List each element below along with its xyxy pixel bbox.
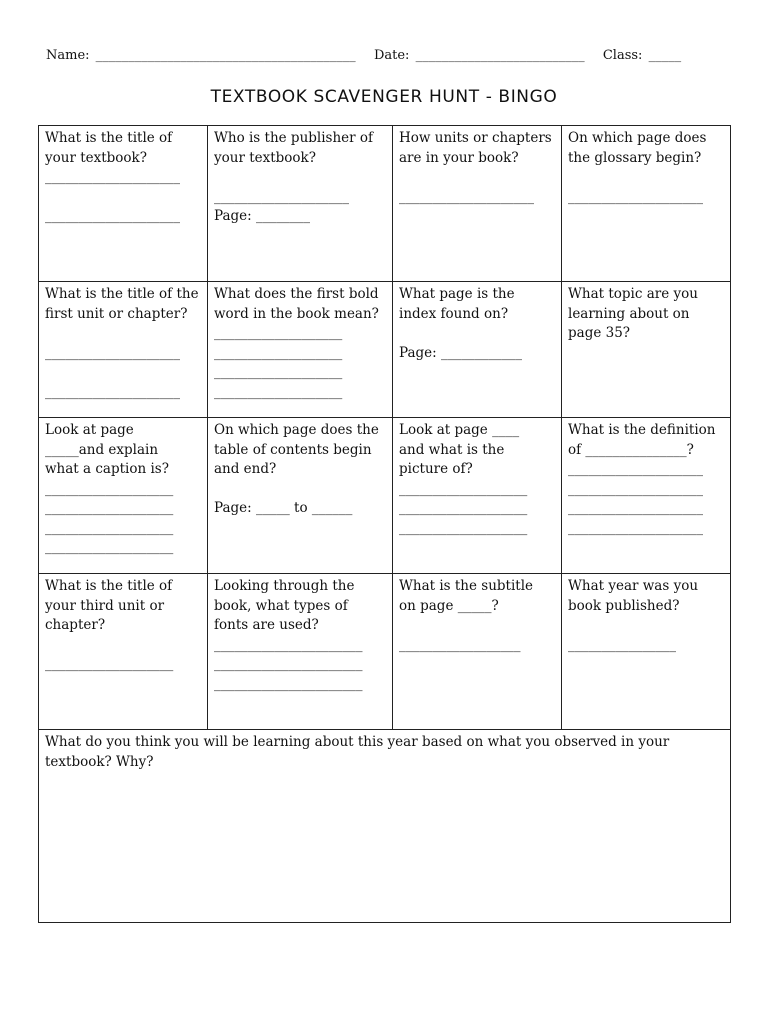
answer-blank[interactable]: ___________________ [399, 500, 528, 516]
answer-blank[interactable]: ____________________ [45, 169, 180, 185]
bingo-cell[interactable] [562, 282, 731, 418]
bingo-cell[interactable] [562, 126, 731, 282]
cell-text: index found on? [399, 305, 509, 322]
cell-text: your textbook? [45, 149, 147, 166]
cell-text: what a caption is? [45, 461, 169, 477]
cell-text: of _______________? [568, 441, 694, 458]
bingo-cell[interactable] [39, 574, 208, 730]
name-field[interactable]: ________________________________________ [95, 48, 356, 63]
cell-text: first unit or chapter? [45, 305, 188, 322]
cell-text: Look at page ____ [399, 422, 520, 438]
cell-text: What does the first bold [214, 286, 379, 302]
answer-blank[interactable]: ____________________ [45, 208, 180, 224]
answer-blank[interactable]: ____________________ [568, 500, 703, 516]
bingo-row [39, 126, 731, 282]
cell-text: picture of? [399, 461, 473, 477]
cell-text: What is the subtitle [399, 578, 534, 594]
cell-text: Look at page [45, 422, 134, 438]
bingo-cell[interactable] [208, 574, 393, 730]
cell-spacer [45, 363, 203, 383]
bingo-cell[interactable] [208, 126, 393, 282]
bingo-row [39, 418, 731, 574]
date-field[interactable]: __________________________ [415, 48, 585, 63]
final-question-cell[interactable] [39, 730, 731, 923]
cell-text: your textbook? [214, 149, 316, 166]
cell-text: your third unit or [45, 597, 165, 614]
answer-blank[interactable]: ____________________ [568, 461, 703, 477]
date-label: Date: [373, 48, 410, 63]
cell-spacer [45, 324, 203, 344]
bingo-cell[interactable] [562, 418, 731, 574]
bingo-row [39, 574, 731, 730]
cell-spacer [399, 324, 557, 344]
answer-blank[interactable]: __________________ [399, 636, 521, 653]
cell-text: Page: ____________ [399, 344, 522, 361]
cell-spacer [45, 636, 203, 656]
answer-blank[interactable]: ___________________ [45, 539, 174, 555]
answer-blank[interactable]: ____________________ [568, 519, 703, 536]
bingo-cell[interactable] [39, 126, 208, 282]
class-field[interactable]: _____ [648, 48, 682, 63]
answer-blank[interactable]: ___________________ [45, 519, 174, 536]
cell-text: word in the book mean? [214, 305, 379, 322]
cell-spacer [568, 616, 726, 636]
cell-text: book published? [568, 597, 680, 614]
cell-text: On which page does [568, 130, 707, 146]
answer-blank[interactable]: ___________________ [399, 519, 528, 536]
cell-text: What topic are you [568, 286, 698, 302]
cell-text: What is the title of [45, 130, 173, 146]
bingo-cell[interactable] [393, 574, 562, 730]
answer-blank[interactable]: ___________________ [399, 480, 528, 497]
cell-text: are in your book? [399, 149, 519, 166]
cell-text: What year was you [568, 578, 699, 594]
cell-text: What page is the [399, 286, 515, 302]
cell-spacer [399, 168, 557, 188]
bingo-cell[interactable] [393, 418, 562, 574]
cell-text: book, what types of [214, 597, 348, 614]
bingo-cell[interactable] [393, 282, 562, 418]
cell-spacer [45, 188, 203, 208]
bingo-grid [38, 125, 731, 923]
answer-blank[interactable]: ____________________ [568, 188, 703, 205]
cell-text: What is the definition [568, 422, 716, 438]
bingo-cell[interactable] [208, 418, 393, 574]
answer-blank[interactable]: ____________________ [45, 344, 180, 361]
cell-spacer [568, 168, 726, 188]
final-question-text: What do you think you will be learning about this year based on what you observed in your textbook? Why? [45, 734, 670, 770]
cell-text: What is the title of the [45, 286, 199, 302]
answer-blank[interactable]: ___________________ [214, 364, 343, 380]
answer-blank[interactable]: ______________________ [214, 636, 363, 653]
class-label: Class: [602, 48, 643, 63]
name-label: Name: [46, 48, 90, 63]
answer-blank[interactable]: ____________________ [568, 480, 703, 497]
answer-blank[interactable]: ______________________ [214, 675, 363, 692]
answer-blank[interactable]: ____________________ [45, 383, 180, 400]
cell-text: page 35? [568, 325, 631, 341]
answer-blank[interactable]: ___________________ [214, 383, 343, 400]
cell-text: Looking through the [214, 578, 355, 594]
bingo-cell[interactable] [562, 574, 731, 730]
bingo-cell[interactable] [393, 126, 562, 282]
cell-text: How units or chapters [399, 130, 552, 146]
cell-text: _____and explain [45, 441, 159, 458]
bingo-row [39, 282, 731, 418]
cell-spacer [214, 480, 388, 500]
cell-spacer [214, 168, 388, 188]
answer-blank[interactable]: ______________________ [214, 656, 363, 672]
cell-text: table of contents begin [214, 441, 372, 458]
cell-text: Page: ________ [214, 208, 310, 224]
cell-spacer [399, 616, 557, 636]
answer-blank[interactable]: ___________________ [214, 325, 343, 341]
cell-text: What is the title of [45, 578, 173, 594]
answer-blank[interactable]: ___________________ [45, 480, 174, 497]
cell-text: and end? [214, 461, 277, 477]
bingo-cell[interactable] [39, 282, 208, 418]
cell-text: Who is the publisher of [214, 130, 374, 146]
bingo-cell[interactable] [39, 418, 208, 574]
worksheet-title: TEXTBOOK SCAVENGER HUNT - BINGO [210, 87, 558, 107]
answer-blank[interactable]: ____________________ [214, 188, 349, 205]
answer-blank[interactable]: ________________ [568, 636, 676, 653]
cell-text: learning about on [568, 305, 690, 322]
cell-text: and what is the [399, 441, 505, 458]
answer-blank[interactable]: ___________________ [45, 500, 174, 516]
bingo-cell[interactable] [208, 282, 393, 418]
cell-text: the glossary begin? [568, 149, 702, 166]
answer-blank[interactable]: ___________________ [214, 344, 343, 361]
cell-text: on page _____? [399, 597, 499, 614]
cell-text: chapter? [45, 617, 106, 633]
final-question-row [39, 730, 731, 923]
cell-text: On which page does the [214, 422, 379, 438]
cell-text: Page: _____ to ______ [214, 500, 353, 516]
student-info-line [46, 48, 681, 64]
answer-blank[interactable]: ___________________ [45, 656, 174, 672]
cell-text: fonts are used? [214, 617, 319, 633]
answer-blank[interactable]: ____________________ [399, 188, 534, 205]
